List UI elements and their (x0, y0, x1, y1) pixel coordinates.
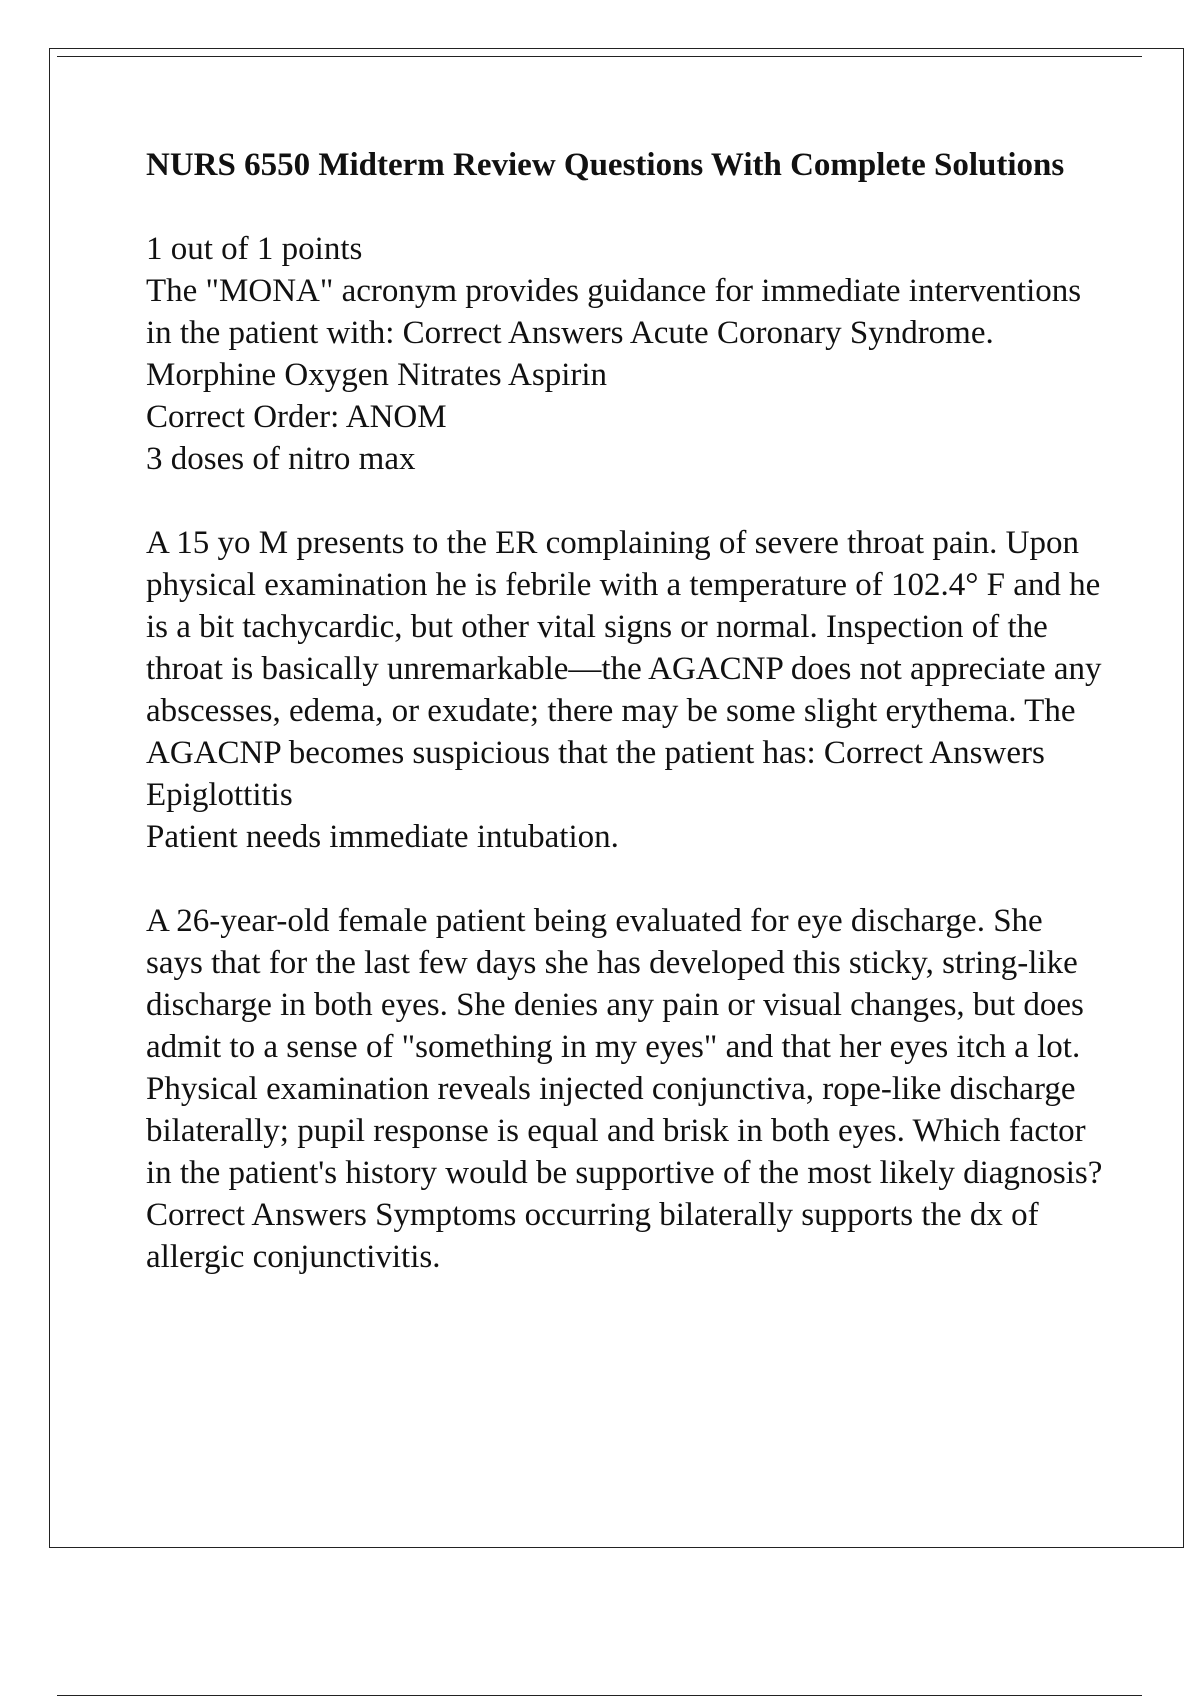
header-rule (57, 56, 1142, 57)
footer-rule (57, 1695, 1142, 1696)
question-answer-text: A 26-year-old female patient being evaluated for eye discharge. She says that for the last few days she has developed this sticky, string-like discharge in both eyes. She denies any pain or visual changes, but does admit to a sense of "something in my eyes" and that her eyes itch a lot. Physical examination reveals injected conjunctiva, rope-like discharge bilaterally; pupil response is equal and brisk in both eyes. Which factor in the patient's history would be supportive of the most likely diagnosis? Correct Answers Symptoms occurring bilaterally supports the dx of allergic conjunctivitis. (146, 903, 1103, 1275)
answer-note: Patient needs immediate intubation. (146, 819, 619, 855)
question-block-mona (146, 228, 1106, 480)
question-answer-text: A 15 yo M presents to the ER complaining of severe throat pain. Upon physical examination he is febrile with a temperature of 102.4° F and he is a bit tachycardic, but other vital signs or normal. Inspection of the throat is basically unremarkable—the AGACNP does not appreciate any abscesses, edema, or exudate; there may be some slight erythema. The AGACNP becomes suspicious that the patient has: Correct Answers Epiglottitis (146, 525, 1102, 813)
answer-note: Morphine Oxygen Nitrates Aspirin (146, 357, 608, 393)
document-body (146, 144, 1106, 1320)
points-line: 1 out of 1 points (146, 231, 363, 267)
question-answer-text: The "MONA" acronym provides guidance for immediate interventions in the patient with: Correct Answers Acute Coronary Syndrome. (146, 273, 1082, 351)
question-block-epiglottitis (146, 522, 1106, 858)
question-block-conjunctivitis (146, 900, 1106, 1278)
answer-note: 3 doses of nitro max (146, 441, 416, 477)
document-title: NURS 6550 Midterm Review Questions With Complete Solutions (146, 147, 1065, 183)
answer-note: Correct Order: ANOM (146, 399, 447, 435)
